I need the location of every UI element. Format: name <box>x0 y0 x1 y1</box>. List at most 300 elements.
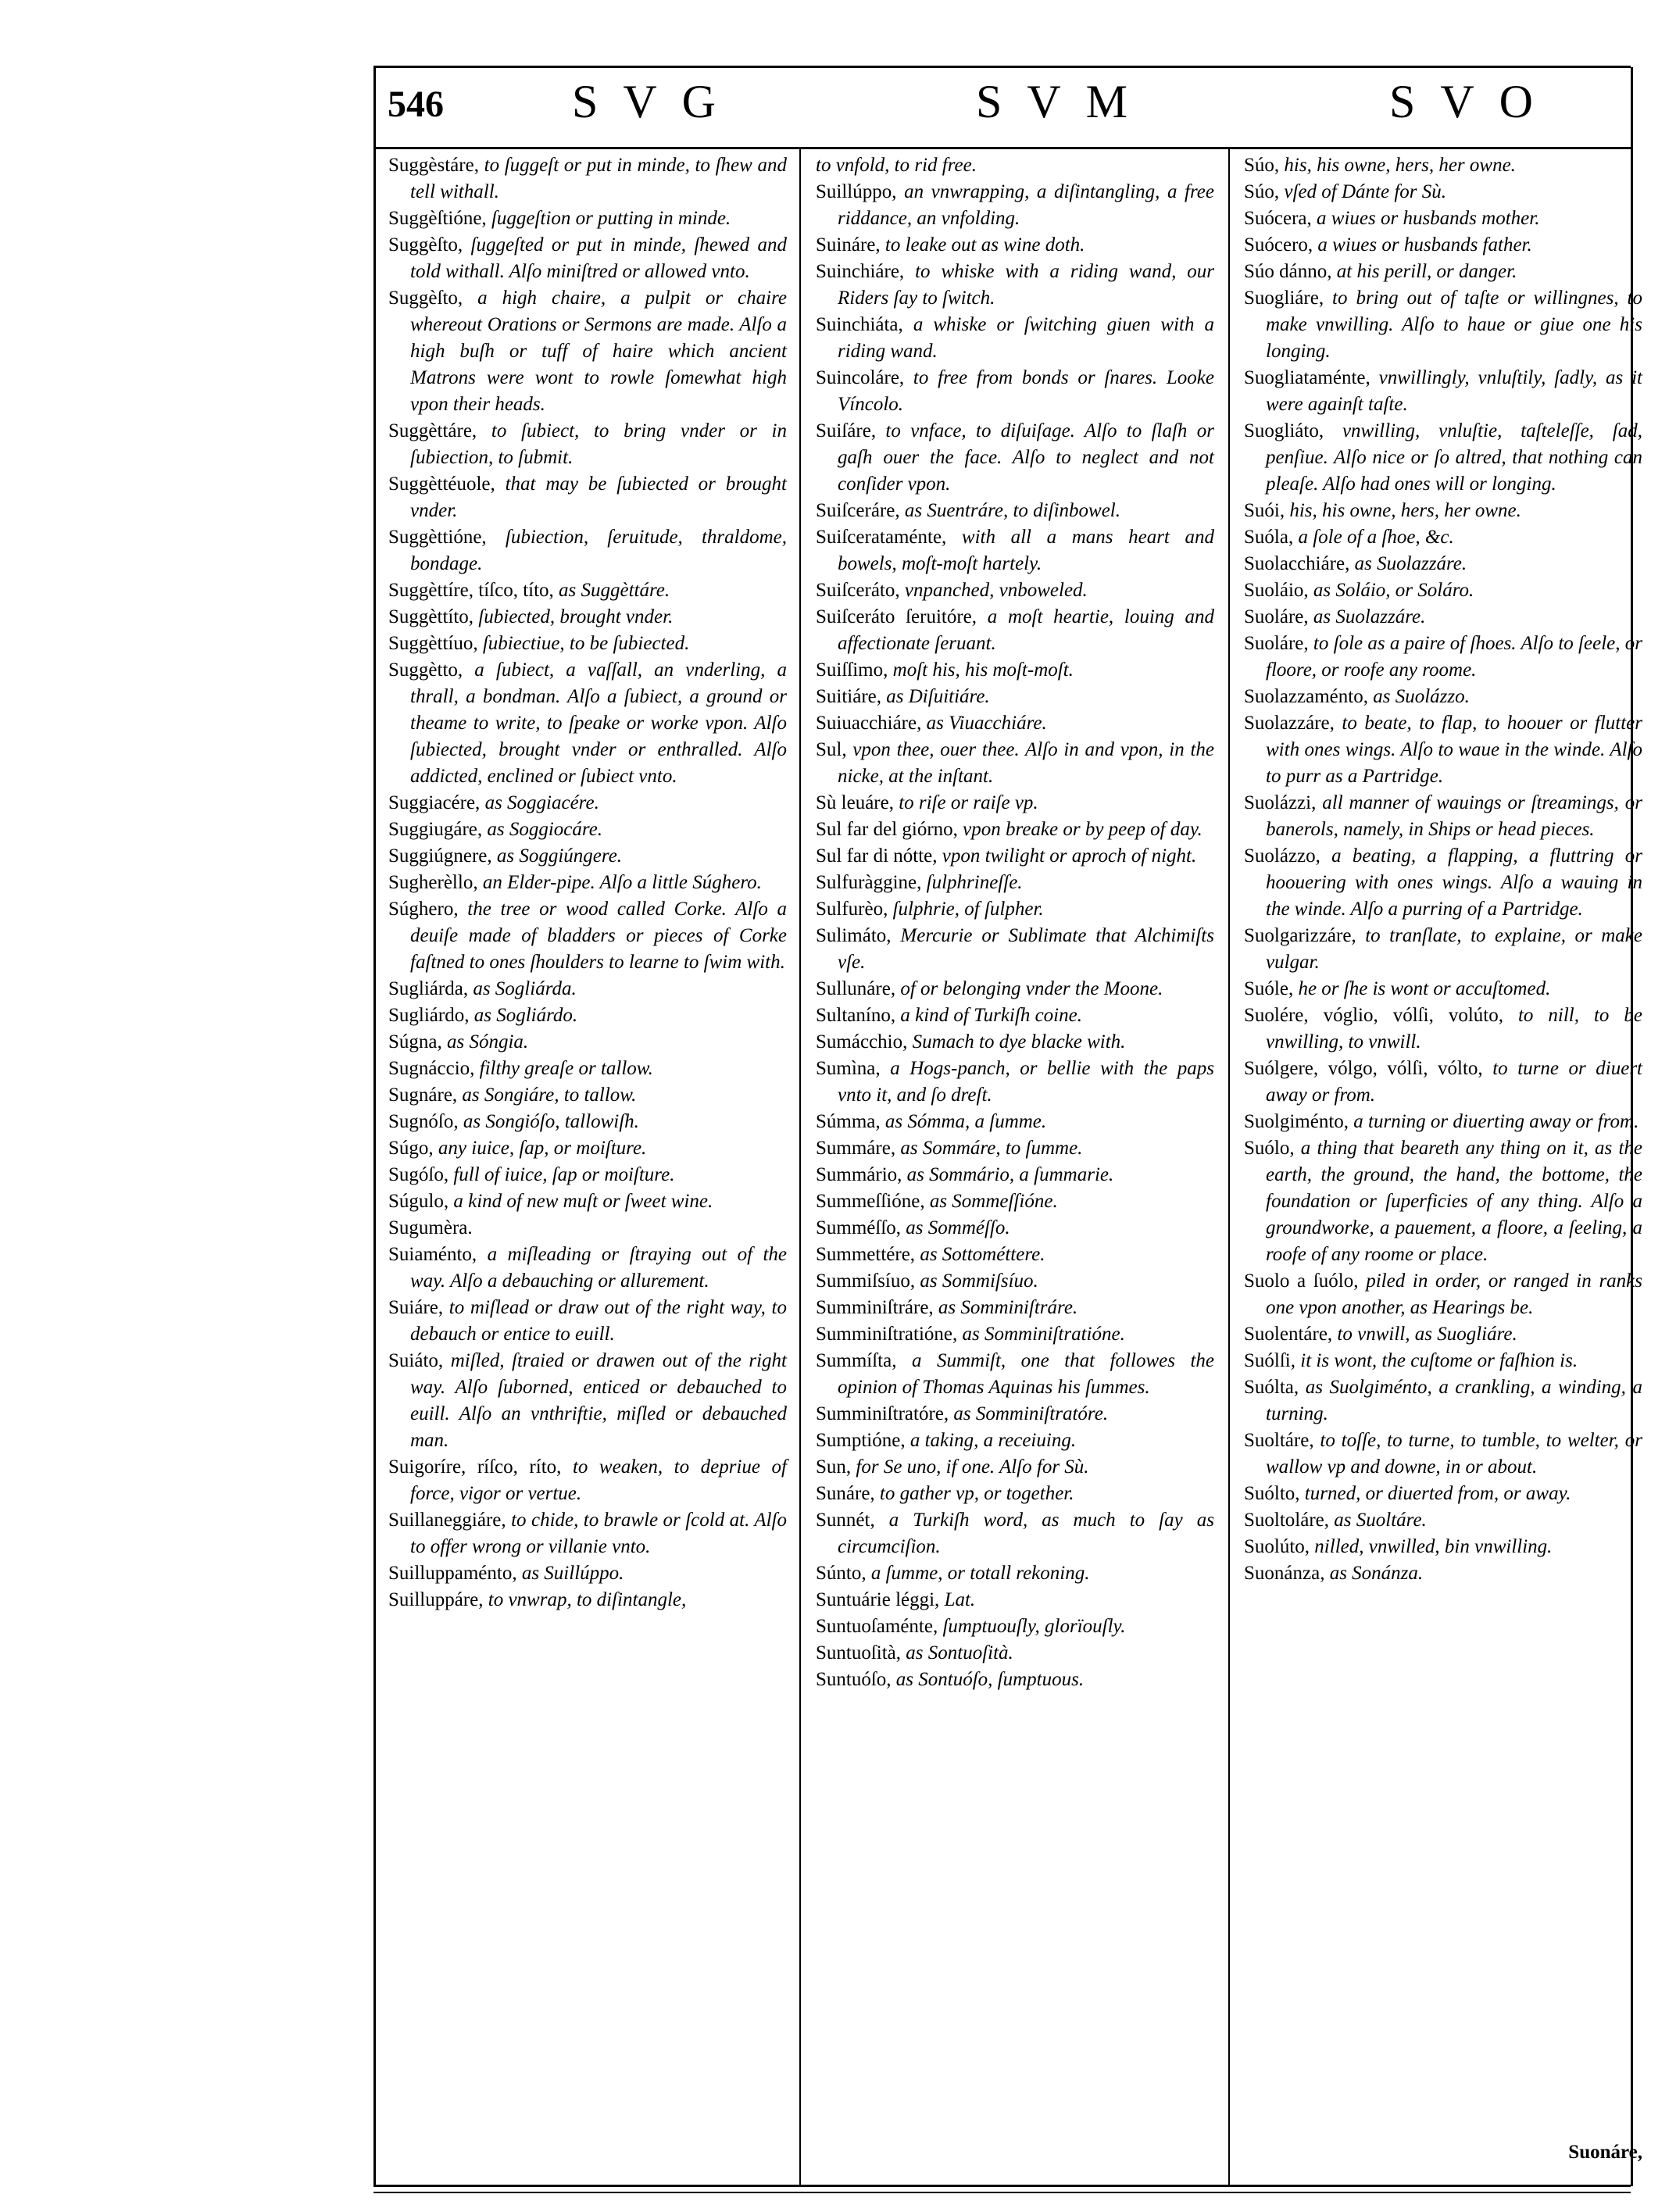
headword: Sullunáre, <box>816 978 896 999</box>
headword: Suntuoſità, <box>816 1642 902 1663</box>
dictionary-entry <box>388 471 787 524</box>
dictionary-entry <box>816 1135 1214 1162</box>
gloss: nilled, vnwilled, bin vnwilling. <box>1310 1536 1553 1557</box>
dictionary-entry <box>816 1640 1214 1667</box>
headword: Summeſſióne, <box>816 1191 925 1212</box>
headword: Suggèstáre, <box>388 155 479 176</box>
gloss: a Hogs-panch, or bellie with the paps vnto it, and ſo dreſt. <box>838 1058 1214 1106</box>
headword: Suolázzi, <box>1244 792 1317 813</box>
dictionary-entry <box>388 976 787 1002</box>
running-head-left: SVG <box>571 76 742 127</box>
dictionary-entry <box>388 152 787 205</box>
gloss: turned, or diuerted from, or away. <box>1299 1483 1571 1504</box>
dictionary-entry <box>816 1613 1214 1640</box>
headword: Sulimáto, <box>816 925 892 946</box>
headword: Súo, <box>1244 155 1280 176</box>
headword: Suggèſto, <box>388 288 463 309</box>
dictionary-entry <box>388 418 787 471</box>
dictionary-entry <box>816 657 1214 684</box>
headword: Suilluppáre, <box>388 1589 484 1610</box>
dictionary-entry <box>1244 1056 1642 1109</box>
headword: Suiſceráto ſeruitóre, <box>816 606 977 627</box>
dictionary-entry <box>816 843 1214 870</box>
dictionary-entry <box>816 1560 1214 1587</box>
headword: Sunáre, <box>816 1483 875 1504</box>
dictionary-entry <box>388 843 787 870</box>
headword: Suggèttáre, <box>388 420 477 441</box>
headword: Suggiúgnere, <box>388 845 492 867</box>
dictionary-entry <box>1244 205 1642 232</box>
header-rule <box>373 147 1631 149</box>
dictionary-entry <box>1244 365 1642 418</box>
dictionary-entry <box>1244 179 1642 205</box>
headword: Suinchiáta, <box>816 314 903 335</box>
gloss: to ſole as a paire of ſhoes. Alſo to ſeele, or floore, or roofe any roome. <box>1266 633 1642 681</box>
dictionary-entry <box>388 896 787 976</box>
gloss: as Sogliárda. <box>468 978 577 999</box>
headword: Suócera, <box>1244 208 1312 229</box>
headword: Suggèttéuole, <box>388 473 495 495</box>
gloss: as Sottométtere. <box>915 1244 1045 1265</box>
dictionary-entry <box>816 1348 1214 1401</box>
gloss: a miſleading or ſtraying out of the way. Alſo a debauching or allurement. <box>410 1244 787 1292</box>
dictionary-entry <box>388 1082 787 1109</box>
gloss: a wiues or husbands father. <box>1313 234 1532 256</box>
headword: Suócero, <box>1244 234 1313 256</box>
dictionary-entry <box>816 1481 1214 1507</box>
headword: Suólgere, vólgo, vólſi, vólto, <box>1244 1058 1483 1079</box>
gloss: as Sontuóſo, ſumptuous. <box>891 1669 1085 1690</box>
headword: Sugóſo, <box>388 1164 449 1185</box>
gloss: as Sommeſſióne. <box>924 1191 1058 1212</box>
headword: Sugliárdo, <box>388 1005 470 1026</box>
gloss: to chide, to brawle or ſcold at. Alſo to offer wrong or villanie vnto. <box>410 1510 787 1557</box>
dictionary-entry <box>388 1109 787 1135</box>
headword: Summário, <box>816 1164 902 1185</box>
dictionary-entry <box>816 870 1214 896</box>
headword: Suoláre, <box>1244 633 1309 654</box>
dictionary-entry <box>816 152 1214 179</box>
headword: Suinchiáre, <box>816 261 905 282</box>
gloss: the tree or wood called Corke. Alſo a deuiſe made of bladders or pieces of Corke faſtned to ones ſhoulders to learne to ſwim with. <box>410 899 787 973</box>
headword: Súghero, <box>388 899 459 920</box>
dictionary-entry <box>1244 551 1642 577</box>
headword: Suggèttíuo, <box>388 633 478 654</box>
gloss: as Somminiſtráre. <box>933 1297 1078 1318</box>
dictionary-entry <box>1244 790 1642 843</box>
dictionary-entry <box>388 524 787 577</box>
gloss: as Suolgiménto, a crankling, a winding, a turning. <box>1266 1377 1642 1424</box>
gloss: moſt his, his moſt-moſt. <box>888 659 1074 681</box>
dictionary-entry <box>816 418 1214 498</box>
dictionary-entry <box>1244 1268 1642 1321</box>
headword: Sugumèra. <box>388 1217 473 1238</box>
dictionary-entry <box>816 1242 1214 1268</box>
dictionary-entry <box>816 577 1214 604</box>
headword: Suincoláre, <box>816 367 905 388</box>
gloss: ſulphrie, of ſulpher. <box>888 899 1044 920</box>
dictionary-entry <box>1244 923 1642 976</box>
gloss: that may be ſubiected or brought vnder. <box>410 473 787 521</box>
dictionary-entry <box>1244 604 1642 631</box>
headword: Sul far di nótte, <box>816 845 938 867</box>
headword: Suolazzaménto, <box>1244 686 1368 707</box>
gloss: as Soláio, or Soláro. <box>1308 580 1474 601</box>
headword: Suitiáre, <box>816 686 882 707</box>
headword: Súo dánno, <box>1244 261 1332 282</box>
headword: Suolo a ſuólo, <box>1244 1270 1359 1292</box>
gloss: it is wont, the cuſtome or faſhion is. <box>1295 1350 1578 1371</box>
gloss: to gather vp, or together. <box>874 1483 1074 1504</box>
headword: Suillaneggiáre, <box>388 1510 506 1531</box>
column-left <box>388 152 787 1613</box>
gloss: as Suolázzo. <box>1367 686 1470 707</box>
dictionary-entry <box>1244 631 1642 684</box>
headword: Suggèttíto, <box>388 606 474 627</box>
gloss: as Sonánza. <box>1324 1563 1424 1584</box>
gloss: any iuice, ſap, or moiſture. <box>433 1138 647 1159</box>
gloss: as Soggiúngere. <box>491 845 623 867</box>
dictionary-entry <box>1244 152 1642 179</box>
headword: Suolére, vóglio, vólſi, volúto, <box>1244 1005 1503 1026</box>
headword: Sù leuáre, <box>816 792 894 813</box>
gloss: to vnfold, to rid free. <box>816 155 977 176</box>
gloss: as Soggiocáre. <box>482 819 603 840</box>
gloss: vnwillingly, vnluſtily, ſadly, as it were againſt taſte. <box>1266 367 1642 415</box>
gloss: to tranſlate, to explaine, or make vulgar. <box>1266 925 1642 973</box>
dictionary-entry <box>816 259 1214 312</box>
dictionary-entry <box>816 1188 1214 1215</box>
headword: Suolazzáre, <box>1244 713 1335 734</box>
gloss: as Songióſo, tallowiſh. <box>458 1111 639 1132</box>
dictionary-entry <box>816 365 1214 418</box>
gloss: as Somméſſo. <box>901 1217 1010 1238</box>
gloss: a beating, a flapping, a fluttring or hoouering with ones wings. Alſo a wauing in the winde. Alſo a purring of a Partridge. <box>1266 845 1642 920</box>
dictionary-entry <box>1244 1534 1642 1560</box>
dictionary-entry <box>1244 1507 1642 1534</box>
dictionary-entry <box>388 205 787 232</box>
column-rule-2 <box>1228 149 1230 2185</box>
headword: Suogliataménte, <box>1244 367 1370 388</box>
dictionary-entry <box>388 1135 787 1162</box>
dictionary-entry <box>388 1056 787 1082</box>
gloss: as Suillúppo. <box>516 1563 624 1584</box>
gloss: to ſubiect, to bring vnder or in ſubiection, to ſubmit. <box>410 420 787 468</box>
dictionary-entry <box>1244 1321 1642 1348</box>
headword: Suggiacére, <box>388 792 481 813</box>
dictionary-entry <box>816 1321 1214 1348</box>
dictionary-entry <box>388 1215 787 1242</box>
gloss: a Summiſt, one that followes the opinion of Thomas Aquinas his ſummes. <box>838 1350 1214 1398</box>
dictionary-entry <box>388 604 787 631</box>
headword: Suolacchiáre, <box>1244 553 1350 574</box>
headword: Suolgarizzáre, <box>1244 925 1356 946</box>
gloss: to vnwill, as Suogliáre. <box>1332 1324 1517 1345</box>
gloss: to miſlead or draw out of the right way, to debauch or entice to euill. <box>410 1297 787 1345</box>
dictionary-entry <box>1244 418 1642 498</box>
headword: Suóle, <box>1244 978 1294 999</box>
headword: Súmma, <box>816 1111 881 1132</box>
gloss: vpon twilight or aproch of night. <box>937 845 1197 867</box>
gloss: a turning or diuerting away or from. <box>1349 1111 1639 1132</box>
headword: Súgulo, <box>388 1191 449 1212</box>
dictionary-entry <box>388 1295 787 1348</box>
headword: Suiaménto, <box>388 1244 477 1265</box>
headword: Suolázzo, <box>1244 845 1320 867</box>
gloss: piled in order, or ranged in ranks one vpon another, as Hearings be. <box>1266 1270 1643 1318</box>
dictionary-entry <box>1244 1374 1642 1428</box>
headword: Suiſceráre, <box>816 500 900 521</box>
gloss: ſuggeſted or put in minde, ſhewed and told withall. Alſo miniſtred or allowed vnto. <box>410 234 787 282</box>
dictionary-entry <box>816 604 1214 657</box>
headword: Suoláio, <box>1244 580 1309 601</box>
headword: Sumìna, <box>816 1058 881 1079</box>
dictionary-entry <box>1244 1109 1642 1135</box>
dictionary-entry <box>816 923 1214 976</box>
headword: Suggèttíre, tíſco, títo, <box>388 580 554 601</box>
bottom-rule-double <box>373 2192 1631 2193</box>
headword: Suonánza, <box>1244 1563 1325 1584</box>
gloss: a kind of new muſt or ſweet wine. <box>448 1191 713 1212</box>
column-middle <box>816 152 1214 1693</box>
page-number: 546 <box>388 84 444 125</box>
catchword: Suonáre, <box>1568 2142 1642 2163</box>
gloss: his, his owne, hers, her owne. <box>1279 155 1516 176</box>
headword: Suolúto, <box>1244 1536 1310 1557</box>
headword: Summéſſo, <box>816 1217 902 1238</box>
dictionary-entry <box>388 817 787 843</box>
gloss: Mercurie or Sublimate that Alchimiſts vſe. <box>838 925 1214 973</box>
dictionary-entry <box>816 817 1214 843</box>
gloss: ſubiection, ſeruitude, thraldome, bondage. <box>410 527 787 574</box>
dictionary-entry <box>388 1188 787 1215</box>
gloss: to ſuggeſt or put in minde, to ſhew and tell withall. <box>410 155 787 202</box>
gloss: his, his owne, hers, her owne. <box>1285 500 1521 521</box>
bottom-rule <box>373 2185 1631 2187</box>
running-head-center: SVM <box>975 76 1153 127</box>
dictionary-entry <box>816 896 1214 923</box>
gloss: vpon breake or by peep of day. <box>957 819 1203 840</box>
headword: Suiáre, <box>388 1297 444 1318</box>
dictionary-entry <box>1244 1135 1642 1268</box>
headword: Sumácchio, <box>816 1031 908 1052</box>
dictionary-entry <box>1244 524 1642 551</box>
gloss: to bring out of taſte or willingnes, to make vnwilling. Alſo to haue or giue one his longing. <box>1266 288 1642 362</box>
dictionary-entry <box>388 285 787 418</box>
gloss: a whiske or ſwitching giuen with a riding wand. <box>838 314 1214 362</box>
headword: Sugnóſo, <box>388 1111 459 1132</box>
gloss: to turne or diuert away or from. <box>1266 1058 1642 1106</box>
gloss: miſled, ſtraied or drawen out of the right way. Alſo ſuborned, enticed or debauched to euill. Alſo an vnthriftie, miſled or debauched man. <box>410 1350 787 1451</box>
dictionary-entry <box>1244 684 1642 710</box>
headword: Suiſáre, <box>816 420 877 441</box>
gloss: as Suentráre, to diſinbowel. <box>899 500 1120 521</box>
headword: Sumptióne, <box>816 1430 906 1451</box>
headword: Suggèſtióne, <box>388 208 487 229</box>
dictionary-entry <box>1244 577 1642 604</box>
headword: Sugnáre, <box>388 1085 458 1106</box>
gloss: at his perill, or danger. <box>1331 261 1517 282</box>
headword: Suóla, <box>1244 527 1294 548</box>
dictionary-entry <box>816 312 1214 365</box>
gloss: a wiues or husbands mother. <box>1311 208 1540 229</box>
dictionary-entry <box>816 1029 1214 1056</box>
headword: Suggiugáre, <box>388 819 483 840</box>
headword: Suggètto, <box>388 659 463 681</box>
headword: Suólo, <box>1244 1138 1295 1159</box>
dictionary-entry <box>816 1667 1214 1693</box>
headword: Suggèttióne, <box>388 527 487 548</box>
dictionary-entry <box>816 1454 1214 1481</box>
dictionary-entry <box>1244 1428 1642 1481</box>
headword: Suói, <box>1244 500 1285 521</box>
headword: Suggèſto, <box>388 234 463 256</box>
headword: Suólſi, <box>1244 1350 1295 1371</box>
column-right <box>1244 152 1642 1587</box>
dictionary-entry <box>388 1162 787 1188</box>
dictionary-entry <box>388 1348 787 1454</box>
headword: Súgo, <box>388 1138 434 1159</box>
gloss: ſubiected, brought vnder. <box>473 606 674 627</box>
headword: Suoltoláre, <box>1244 1510 1330 1531</box>
gloss: as Sommáre, to ſumme. <box>895 1138 1083 1159</box>
gloss: an vnwrapping, a diſintangling, a free riddance, an vnfolding. <box>838 181 1214 229</box>
dictionary-entry <box>1244 498 1642 524</box>
dictionary-entry <box>816 1428 1214 1454</box>
gloss: a kind of Turkiſh coine. <box>895 1005 1082 1026</box>
headword: Suiáto, <box>388 1350 444 1371</box>
dictionary-entry <box>816 1109 1214 1135</box>
gloss: to weaken, to depriue of force, vigor or vertue. <box>410 1456 788 1504</box>
gloss: filthy greaſe or tallow. <box>474 1058 653 1079</box>
gloss: a ſubiect, a vaſſall, an vnderling, a thrall, a bondman. Alſo a ſubiect, a ground or theame to write, to ſpeake or worke vpon. Alſo ſubiected, brought vnder or enthralled. Alſo addicted, enclined or ſubiect vnto. <box>410 659 787 787</box>
dictionary-entry <box>816 1268 1214 1295</box>
gloss: to leake out as wine doth. <box>880 234 1085 256</box>
gloss: ſubiectiue, to be ſubiected. <box>477 633 690 654</box>
gloss: full of iuice, ſap or moiſture. <box>448 1164 675 1185</box>
dictionary-entry <box>816 1295 1214 1321</box>
headword: Summettére, <box>816 1244 916 1265</box>
gloss: as Somminiſtratióne. <box>957 1324 1125 1345</box>
headword: Suiſſimo, <box>816 659 888 681</box>
dictionary-entry <box>1244 285 1642 365</box>
headword: Suoltáre, <box>1244 1430 1314 1451</box>
headword: Suilluppaménto, <box>388 1563 517 1584</box>
dictionary-entry <box>816 1162 1214 1188</box>
gloss: to toſſe, to turne, to tumble, to welter, or wallow vp and downe, in or about. <box>1266 1430 1642 1478</box>
headword: Summáre, <box>816 1138 896 1159</box>
dictionary-entry <box>816 1215 1214 1242</box>
gloss: as Sommário, a ſummarie. <box>902 1164 1114 1185</box>
dictionary-entry <box>816 684 1214 710</box>
dictionary-entry <box>816 179 1214 232</box>
headword: Summiniſtratóre, <box>816 1403 949 1424</box>
headword: Suoláre, <box>1244 606 1309 627</box>
headword: Suináre, <box>816 234 881 256</box>
gloss: for Se uno, if one. Alſo for Sù. <box>851 1456 1089 1478</box>
headword: Súnto, <box>816 1563 867 1584</box>
gloss: to nill, to be vnwilling, to vnwill. <box>1266 1005 1642 1052</box>
dictionary-entry <box>1244 1348 1642 1374</box>
dictionary-entry <box>388 1560 787 1587</box>
gloss: a ſole of a ſhoe, &c. <box>1293 527 1454 548</box>
headword: Sugherèllo, <box>388 872 478 893</box>
gloss: as Suggèttáre. <box>553 580 670 601</box>
dictionary-entry <box>1244 976 1642 1002</box>
dictionary-entry <box>816 232 1214 259</box>
dictionary-entry <box>388 1242 787 1295</box>
gloss: as Sómma, a ſumme. <box>880 1111 1047 1132</box>
gloss: as Diſuitiáre. <box>881 686 990 707</box>
gloss: a moſt heartie, louing and affectionate ſeruant. <box>838 606 1214 654</box>
dictionary-entry <box>388 1587 787 1613</box>
gloss: as Suoltáre. <box>1329 1510 1427 1531</box>
gloss: a high chaire, a pulpit or chaire whereout Orations or Sermons are made. Alſo a high buſh or tuff of haire which ancient Matrons were wont to rowle ſomewhat high vpon their heads. <box>410 288 787 415</box>
gloss: a thing that beareth any thing on it, as the earth, the ground, the hand, the bottome, the foundation or ſuperficies of any thing. Alſo a groundworke, a pauement, a floore, a ſeeling, a roofe of any roome or place. <box>1266 1138 1642 1265</box>
dictionary-entry <box>388 790 787 817</box>
headword: Suogliáto, <box>1244 420 1324 441</box>
dictionary-entry <box>1244 843 1642 923</box>
dictionary-entry <box>388 1507 787 1560</box>
gloss: to beate, to flap, to hoouer or flutter with ones wings. Alſo to waue in the winde. Alſo to purr as a Partridge. <box>1266 713 1642 787</box>
dictionary-entry <box>816 498 1214 524</box>
gloss: as Somminiſtratóre. <box>949 1403 1109 1424</box>
dictionary-entry <box>816 1507 1214 1560</box>
headword: Suigoríre, ríſco, ríto, <box>388 1456 562 1478</box>
headword: Suólta, <box>1244 1377 1299 1398</box>
dictionary-entry <box>816 1401 1214 1428</box>
dictionary-entry <box>388 577 787 604</box>
gloss: he or ſhe is wont or accuſtomed. <box>1293 978 1551 999</box>
gloss: with all a mans heart and bowels, moſt-moſt hartely. <box>838 527 1214 574</box>
gloss: as Sóngia. <box>441 1031 529 1052</box>
dictionary-entry <box>388 870 787 896</box>
gloss: vſed of Dánte for Sù. <box>1279 181 1447 202</box>
dictionary-entry <box>388 1029 787 1056</box>
gloss: as Sommiſsíuo. <box>915 1270 1038 1292</box>
dictionary-entry <box>816 1002 1214 1029</box>
gloss: a ſumme, or totall rekoning. <box>866 1563 1090 1584</box>
headword: Suiſcerataménte, <box>816 527 947 548</box>
gloss: vnpanched, vnboweled. <box>899 580 1088 601</box>
headword: Suolgiménto, <box>1244 1111 1349 1132</box>
gloss: ſuggeſtion or putting in minde. <box>486 208 731 229</box>
dictionary-entry <box>1244 232 1642 259</box>
dictionary-entry <box>388 657 787 790</box>
gloss: as Viuacchiáre. <box>921 713 1047 734</box>
headword: Súo, <box>1244 181 1280 202</box>
gloss: as Soggiacére. <box>480 792 599 813</box>
headword: Suntuárie léggi, <box>816 1589 940 1610</box>
gloss: of or belonging vnder the Moone. <box>895 978 1163 999</box>
headword: Summiniſtráre, <box>816 1297 934 1318</box>
headword: Súgna, <box>388 1031 442 1052</box>
gloss: a Turkiſh word, as much to ſay as circumciſion. <box>838 1510 1214 1557</box>
dictionary-entry <box>1244 1481 1642 1507</box>
gloss: all manner of wauings or ſtreamings, or banerols, namely, in Ships or head pieces. <box>1266 792 1642 840</box>
gloss: an Elder-pipe. Alſo a little Súghero. <box>477 872 762 893</box>
headword: Suiſceráto, <box>816 580 900 601</box>
gloss: to free from bonds or ſnares. Looke Víncolo. <box>838 367 1214 415</box>
gloss: Lat. <box>939 1589 976 1610</box>
headword: Sulfuràggine, <box>816 872 922 893</box>
headword: Suiuacchiáre, <box>816 713 922 734</box>
gloss: a taking, a receiuing. <box>905 1430 1077 1451</box>
dictionary-entry <box>816 976 1214 1002</box>
headword: Suolentáre, <box>1244 1324 1333 1345</box>
gloss: Sumach to dye blacke with. <box>907 1031 1126 1052</box>
gloss: as Suolazzáre. <box>1308 606 1426 627</box>
